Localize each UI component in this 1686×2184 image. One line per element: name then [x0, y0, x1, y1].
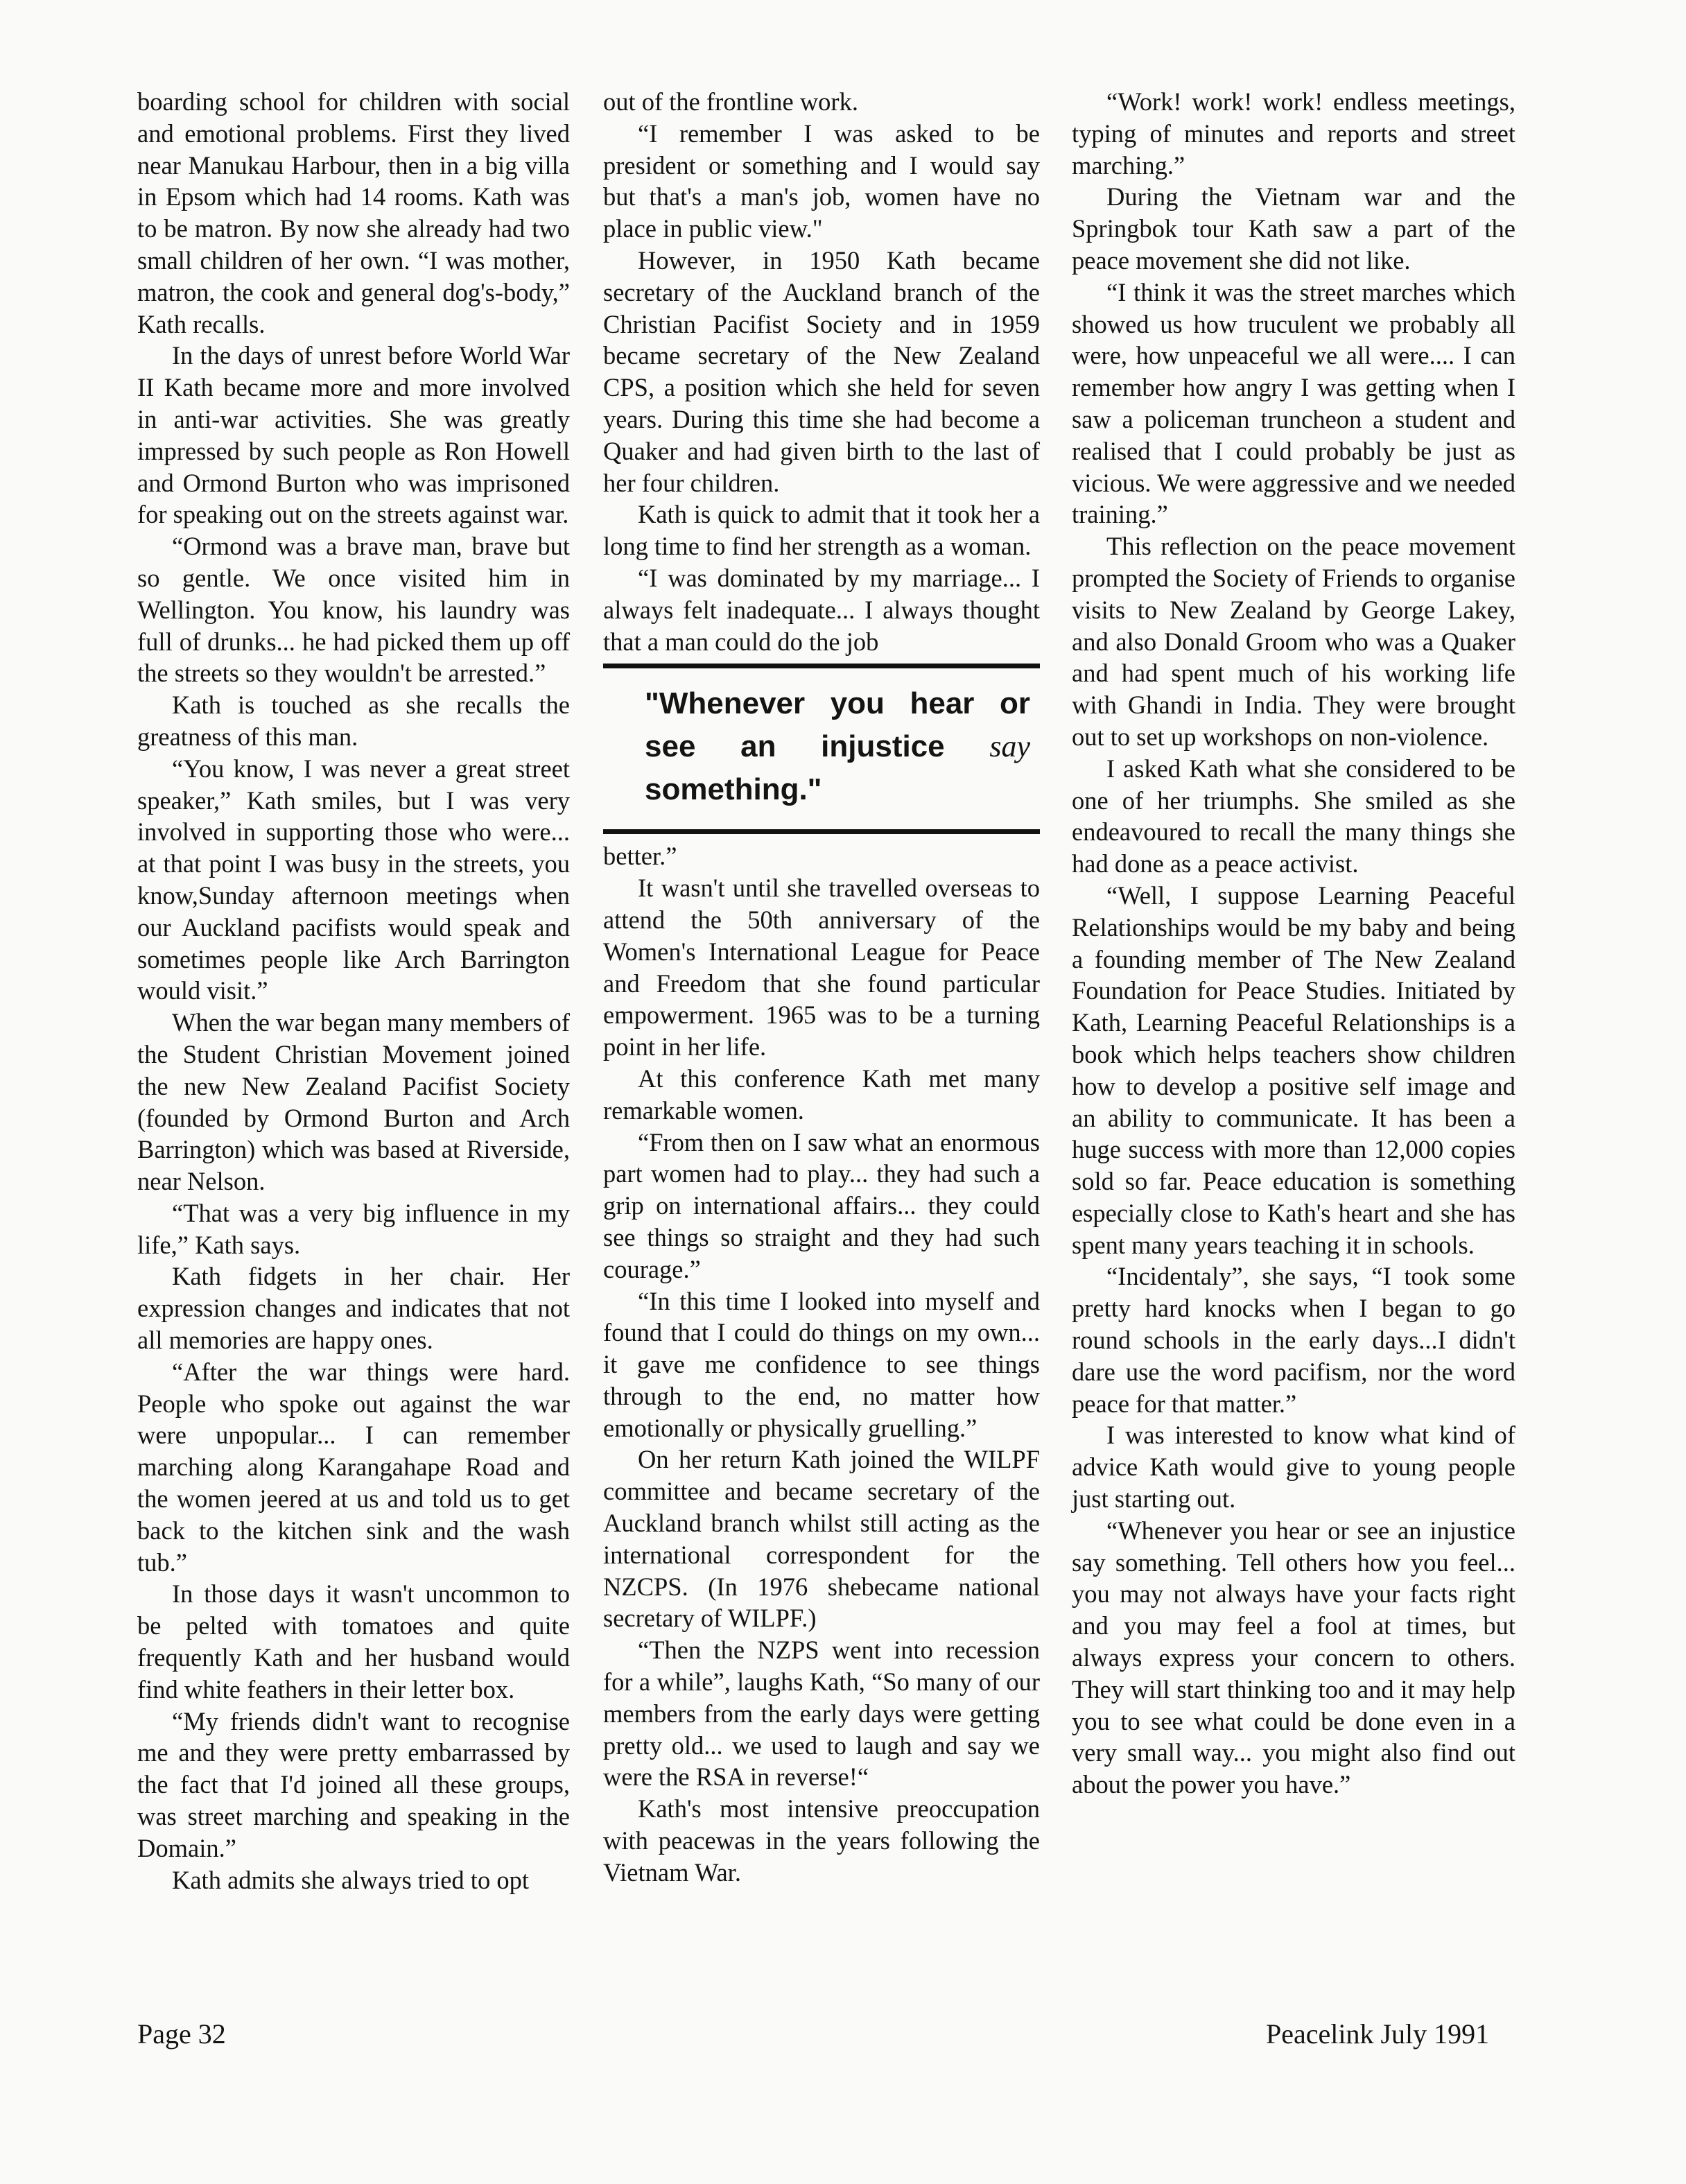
paragraph: boarding school for children with social and emotional problems. First they lived near Manukau Harbour, then in a big villa in Epsom which had 14 rooms. Kath was to be matron. By now she already had two small children of her own. “I was mother, matron, the cook and general dog's-body,” Kath recalls. — [137, 87, 570, 338]
paragraph: “You know, I was never a great street speaker,” Kath smiles, but I was very involved in supporting those who were... at that point I was busy in the streets, you know,Sunday afternoon meetings when our Auckland pacifists would speak and sometimes people like Arch Barrington would visit.” — [137, 754, 570, 1005]
paragraph: I asked Kath what she considered to be one of her triumphs. She smiled as she endeavoured to recall the many things she had done as a peace activist. — [1072, 754, 1515, 878]
paragraph: Kath's most intensive preoccupation with peacewas in the years following the Vietnam War. — [603, 1794, 1040, 1887]
paragraph: “After the war things were hard. People who spoke out against the war were unpopular... I can remember marching along Karangahape Road and the women jeered at us and told us to get back to the kitchen sink and the wash tub.” — [137, 1357, 570, 1577]
paragraph: Kath is quick to admit that it took her a long time to find her strength as a woman. — [603, 500, 1040, 561]
paragraph: “Incidentaly”, she says, “I took some pretty hard knocks when I began to go round schools in the early days...I didn't dare use the word pacifism, nor the word peace for that matter.” — [1072, 1262, 1515, 1418]
publication-footer: Peacelink July 1991 — [1266, 2018, 1490, 2049]
paragraph: It wasn't until she travelled overseas to attend the 50th anniversary of the Women's International League for Peace and Freedom that she found particular empowerment. 1965 was to be a turning point in her life. — [603, 874, 1040, 1061]
paragraph: “I think it was the street marches which showed us how truculent we probably all were, how unpeaceful we all were.... I can remember how angry I was getting when I saw a policeman truncheon a student and realised that I could probably be just as vicious. We were aggressive and we needed training.” — [1072, 277, 1515, 529]
paragraph: Kath admits she always tried to opt — [172, 1865, 529, 1894]
paragraph: “Work! work! work! endless meetings, typing of minutes and reports and street marching.” — [1072, 87, 1515, 180]
paragraph: out of the frontline work. — [603, 87, 858, 116]
paragraph: In the days of unrest before World War II Kath became more and more involved in anti-war activities. She was greatly impressed by such people as Ron Howell and Ormond Burton who was imprisoned for speaking out on the streets against war. — [137, 341, 570, 529]
article-column-2 — [603, 86, 1040, 1889]
paragraph: Kath fidgets in her chair. Her expression changes and indicates that not all memories are happy ones. — [137, 1262, 570, 1355]
paragraph: I was interested to know what kind of advice Kath would give to young people just starting out. — [1072, 1421, 1515, 1514]
paragraph: “Then the NZPS went into recession for a while”, laughs Kath, “So many of our members from the early days were getting pretty old... we used to laugh and say we were the RSA in reverse!“ — [603, 1636, 1040, 1792]
paragraph: “From then on I saw what an enormous part women had to play... they had such a grip on international affairs... they could see things so straight and they had such courage.” — [603, 1127, 1040, 1283]
paragraph: This reflection on the peace movement prompted the Society of Friends to organise visits to New Zealand by George Lakey, and also Donald Groom who was a Quaker and had spent much of his working life with Ghandi in India. They were brought out to set up workshops on non-violence. — [1072, 532, 1515, 751]
pull-quote-emphasis: say — [989, 729, 1030, 764]
paragraph: “My friends didn't want to recognise me and they were pretty embarrassed by the fact that I'd joined all these groups, was street marching and speaking in the Domain.” — [137, 1706, 570, 1862]
pull-quote-text-end: something." — [645, 772, 822, 807]
article-column-3 — [1072, 86, 1515, 1801]
paragraph: In those days it wasn't uncommon to be pelted with tomatoes and quite frequently Kath and her husband would find white feathers in their letter box. — [137, 1579, 570, 1704]
paragraph: “That was a very big influence in my life,” Kath says. — [137, 1198, 570, 1259]
paragraph: During the Vietnam war and the Springbok tour Kath saw a part of the peace movement she did not like. — [1072, 182, 1515, 275]
paragraph: “In this time I looked into myself and found that I could do things on my own... it gave me confidence to see things through to the end, no matter how emotionally or physically gruelling.” — [603, 1286, 1040, 1442]
pull-quote — [603, 664, 1040, 834]
paragraph: Kath is touched as she recalls the greatness of this man. — [137, 691, 570, 751]
article-column-1 — [137, 86, 570, 1896]
paragraph: “Well, I suppose Learning Peaceful Relationships would be my baby and being a founding member of The New Zealand Foundation for Peace Studies. Initiated by Kath, Learning Peaceful Relationships is a book which helps teachers show children how to develop a positive self image and an ability to communicate. It has been a huge success with more than 12,000 copies sold so far. Peace education is something especially close to Kath's heart and she has spent many years teaching it in schools. — [1072, 881, 1515, 1259]
paragraph: On her return Kath joined the WILPF committee and became secretary of the Auckland branch whilst still acting as the international correspondent for the NZCPS. (In 1976 shebecame national secretary of WILPF.) — [603, 1445, 1040, 1633]
paragraph: “I remember I was asked to be president or something and I would say but that's a man's job, women have no place in public view." — [603, 119, 1040, 243]
paragraph: However, in 1950 Kath became secretary of the Auckland branch of the Christian Pacifist Society and in 1959 became secretary of the New Zealand CPS, a position which she held for seven years. During this time she had become a Quaker and had given birth to the last of her four children. — [603, 245, 1040, 497]
paragraph: “I was dominated by my marriage... I always felt inadequate... I always thought that a man could do the job — [603, 563, 1040, 656]
page-number: Page 32 — [137, 2018, 226, 2049]
paragraph: better.” — [603, 842, 677, 871]
paragraph: At this conference Kath met many remarkable women. — [603, 1064, 1040, 1125]
paragraph: When the war began many members of the Student Christian Movement joined the new New Zealand Pacifist Society (founded by Ormond Burton and Arch Barrington) which was based at Riverside, near Nelson. — [137, 1008, 570, 1196]
pull-quote-text: "Whenever you hear or see an injustice — [645, 686, 1030, 764]
paragraph: “Whenever you hear or see an injustice say something. Tell others how you feel... you may not always have your facts right and you may feel a fool at times, but always express your concern to others. They will start thinking too and it may help you to see what could be done even in a very small way... you might also find out about the power you have.” — [1072, 1516, 1515, 1799]
paragraph: “Ormond was a brave man, brave but so gentle. We once visited him in Wellington. You know, his laundry was full of drunks... he had picked them up off the streets so they wouldn't be arrested.” — [137, 532, 570, 688]
